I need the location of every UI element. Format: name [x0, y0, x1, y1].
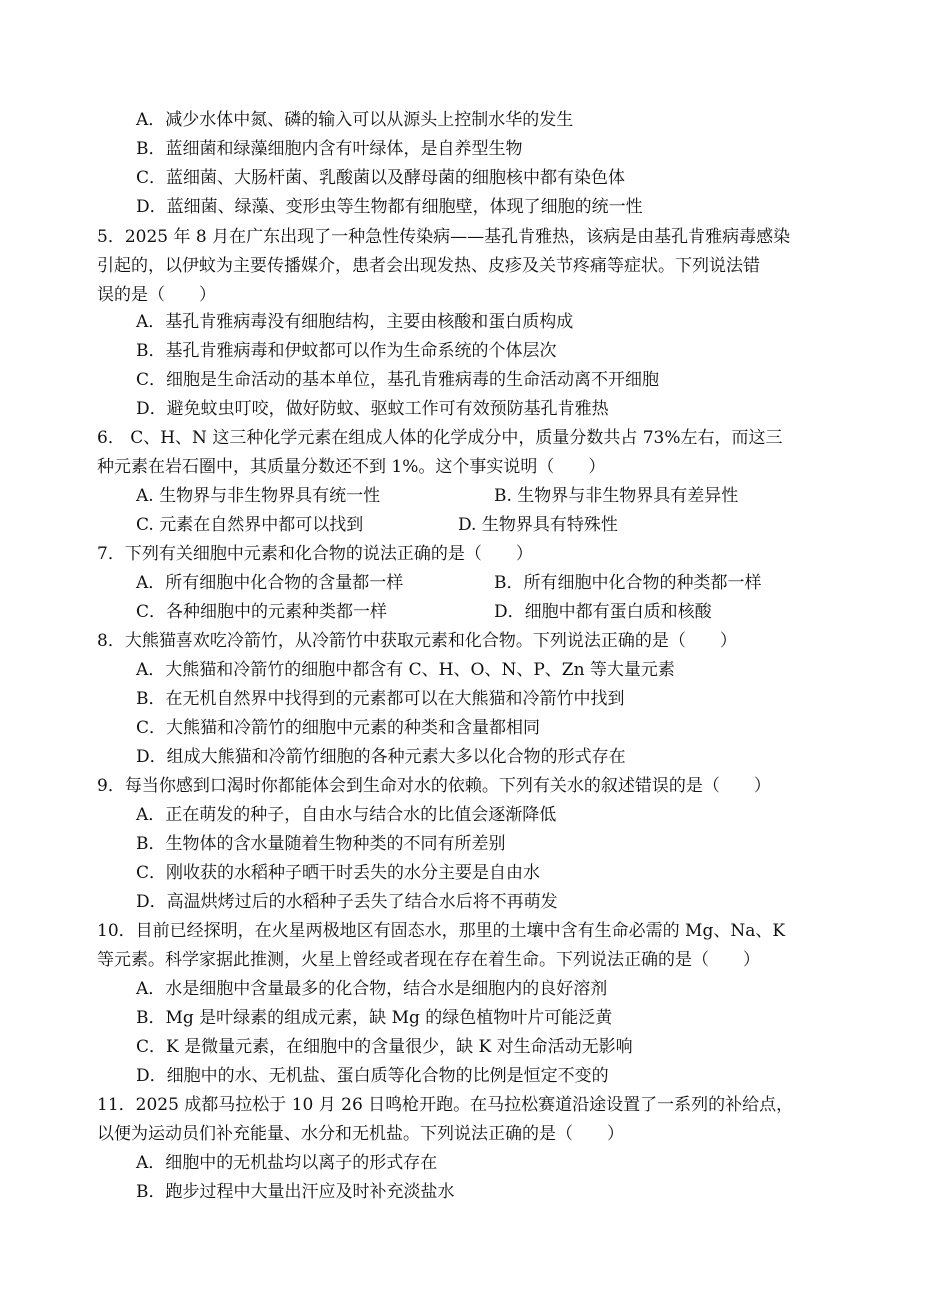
q10-option-b: B．Mg 是叶绿素的组成元素，缺 Mg 的绿色植物叶片可能泛黄: [136, 1008, 613, 1028]
q7-option-a: A．所有细胞中化合物的含量都一样: [136, 573, 404, 593]
q9-option-c: C．刚收获的水稻种子晒干时丢失的水分主要是自由水: [136, 863, 541, 883]
q6-option-b: B. 生物界与非生物界具有差异性: [494, 486, 739, 506]
q7-stem: 7．下列有关细胞中元素和化合物的说法正确的是（ ）: [97, 544, 533, 564]
q10-option-a: A．水是细胞中含量最多的化合物，结合水是细胞内的良好溶剂: [136, 979, 608, 999]
q10-stem-line-1: 10．目前已经探明，在火星两极地区有固态水，那里的土壤中含有生命必需的 Mg、Na、K: [97, 921, 786, 941]
q8-option-a: A．大熊猫和冷箭竹的细胞中都含有 C、H、O、N、P、Zn 等大量元素: [136, 660, 675, 680]
q9-option-a: A．正在萌发的种子，自由水与结合水的比值会逐渐降低: [136, 805, 557, 825]
q7-option-c: C．各种细胞中的元素种类都一样: [136, 602, 388, 622]
q10-option-d: D．细胞中的水、无机盐、蛋白质等化合物的比例是恒定不变的: [136, 1066, 609, 1086]
q8-stem: 8．大熊猫喜欢吃冷箭竹，从冷箭竹中获取元素和化合物。下列说法正确的是（ ）: [97, 631, 737, 651]
q7-option-d: D．细胞中都有蛋白质和核酸: [494, 602, 712, 622]
q11-stem-line-1: 11．2025 成都马拉松于 10 月 26 日鸣枪开跑。在马拉松赛道沿途设置了一系列的补给点，: [97, 1095, 794, 1115]
q11-stem-line-2: 以便为运动员们补充能量、水分和无机盐。下列说法正确的是（ ）: [97, 1124, 624, 1144]
q5-stem-line-3: 误的是（ ）: [97, 285, 216, 305]
q11-option-b: B．跑步过程中大量出汗应及时补充淡盐水: [136, 1182, 455, 1202]
q6-option-d: D. 生物界具有特殊性: [458, 515, 618, 535]
q9-stem: 9．每当你感到口渴时你都能体会到生命对水的依赖。下列有关水的叙述错误的是（ ）: [97, 776, 771, 796]
q5-option-b: B．基孔肯雅病毒和伊蚊都可以作为生命系统的个体层次: [136, 341, 557, 361]
q5-stem-line-1: 5．2025 年 8 月在广东出现了一种急性传染病——基孔肯雅热，该病是由基孔肯雅病毒感染: [97, 227, 791, 247]
q5-option-a: A．基孔肯雅病毒没有细胞结构，主要由核酸和蛋白质构成: [136, 312, 574, 332]
q9-option-d: D．高温烘烤过后的水稻种子丢失了结合水后将不再萌发: [136, 892, 558, 912]
q4-option-d: D．蓝细菌、绿藻、变形虫等生物都有细胞壁，体现了细胞的统一性: [136, 197, 643, 217]
q5-option-c: C．细胞是生命活动的基本单位，基孔肯雅病毒的生命活动离不开细胞: [136, 370, 660, 390]
q5-option-d: D．避免蚊虫叮咬，做好防蚊、驱蚊工作可有效预防基孔肯雅热: [136, 399, 609, 419]
q8-option-c: C．大熊猫和冷箭竹的细胞中元素的种类和含量都相同: [136, 718, 541, 738]
q5-stem-line-2: 引起的，以伊蚊为主要传播媒介，患者会出现发热、皮疹及关节疼痛等症状。下列说法错: [97, 256, 760, 276]
q6-option-c: C. 元素在自然界中都可以找到: [136, 515, 364, 535]
q6-stem-line-2: 种元素在岩石圈中，其质量分数还不到 1%。这个事实说明（ ）: [97, 457, 606, 477]
q7-option-b: B．所有细胞中化合物的种类都一样: [494, 573, 762, 593]
q10-stem-line-2: 等元素。科学家据此推测，火星上曾经或者现在存在着生命。下列说法正确的是（ ）: [97, 950, 760, 970]
q11-option-a: A．细胞中的无机盐均以离子的形式存在: [136, 1153, 438, 1173]
q8-option-d: D．组成大熊猫和冷箭竹细胞的各种元素大多以化合物的形式存在: [136, 747, 626, 767]
q4-option-a: A．减少水体中氮、磷的输入可以从源头上控制水华的发生: [136, 110, 574, 130]
q4-option-b: B．蓝细菌和绿藻细胞内含有叶绿体，是自养型生物: [136, 139, 523, 159]
q6-stem-line-1: 6． C、H、N 这三种化学元素在组成人体的化学成分中，质量分数共占 73%左右，而这三: [97, 428, 783, 448]
q10-option-c: C．K 是微量元素，在细胞中的含量很少，缺 K 对生命活动无影响: [136, 1037, 633, 1057]
q4-option-c: C．蓝细菌、大肠杆菌、乳酸菌以及酵母菌的细胞核中都有染色体: [136, 168, 626, 188]
q6-option-a: A. 生物界与非生物界具有统一性: [136, 486, 381, 506]
q9-option-b: B．生物体的含水量随着生物种类的不同有所差别: [136, 834, 506, 854]
q8-option-b: B．在无机自然界中找得到的元素都可以在大熊猫和冷箭竹中找到: [136, 689, 625, 709]
